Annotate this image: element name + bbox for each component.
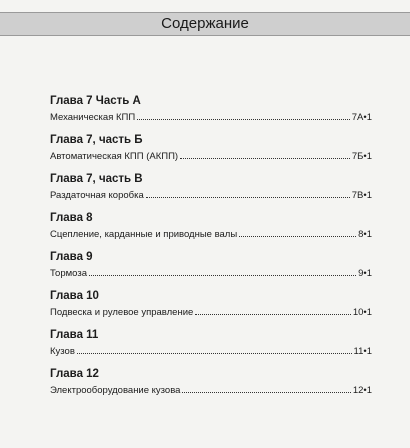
entry-label: Кузов (50, 346, 75, 357)
dot-leader (195, 306, 351, 315)
page-number: 8•1 (358, 229, 372, 240)
entry-label: Автоматическая КПП (АКПП) (50, 151, 179, 162)
entry-label: Подвеска и рулевое управление (50, 307, 194, 318)
dot-leader (182, 384, 350, 393)
toc-entry[interactable] (50, 345, 372, 358)
toc-entry[interactable] (50, 228, 372, 241)
page-number: 7А•1 (351, 112, 372, 123)
table-of-contents (50, 94, 372, 406)
chapter-title: Глава 8 (50, 212, 93, 224)
dot-leader (77, 345, 352, 354)
entry-label: Раздаточная коробка (50, 190, 144, 201)
header-bar (0, 12, 410, 36)
chapter-7v (50, 172, 372, 202)
toc-entry[interactable] (50, 189, 372, 202)
chapter-title: Глава 11 (50, 329, 99, 341)
entry-label: Сцепление, карданные и приводные валы (50, 229, 238, 240)
chapter-7a (50, 94, 372, 124)
page-number: 7Б•1 (351, 151, 372, 162)
page-title: Содержание (161, 15, 249, 32)
toc-entry[interactable] (50, 150, 372, 163)
chapter-title: Глава 12 (50, 368, 99, 380)
toc-entry[interactable] (50, 267, 372, 280)
chapter-8 (50, 211, 372, 241)
entry-label: Механическая КПП (50, 112, 136, 123)
dot-leader (239, 228, 356, 237)
chapter-title: Глава 7, часть В (50, 173, 143, 185)
entry-label: Тормоза (50, 268, 87, 279)
dot-leader (180, 150, 350, 159)
dot-leader (146, 189, 350, 198)
chapter-10 (50, 289, 372, 319)
chapter-title: Глава 7, часть Б (50, 134, 143, 146)
page-number: 11•1 (353, 346, 372, 357)
dot-leader (89, 267, 356, 276)
page-number: 10•1 (352, 307, 372, 318)
page-number: 9•1 (358, 268, 372, 279)
chapter-title: Глава 7 Часть А (50, 95, 141, 107)
entry-label: Электрооборудование кузова (50, 385, 181, 396)
dot-leader (137, 111, 350, 120)
chapter-11 (50, 328, 372, 358)
chapter-title: Глава 10 (50, 290, 99, 302)
toc-entry[interactable] (50, 384, 372, 397)
toc-entry[interactable] (50, 306, 372, 319)
chapter-7b (50, 133, 372, 163)
chapter-9 (50, 250, 372, 280)
chapter-title: Глава 9 (50, 251, 93, 263)
toc-entry[interactable] (50, 111, 372, 124)
page-number: 12•1 (352, 385, 372, 396)
page-number: 7В•1 (351, 190, 372, 201)
chapter-12 (50, 367, 372, 397)
